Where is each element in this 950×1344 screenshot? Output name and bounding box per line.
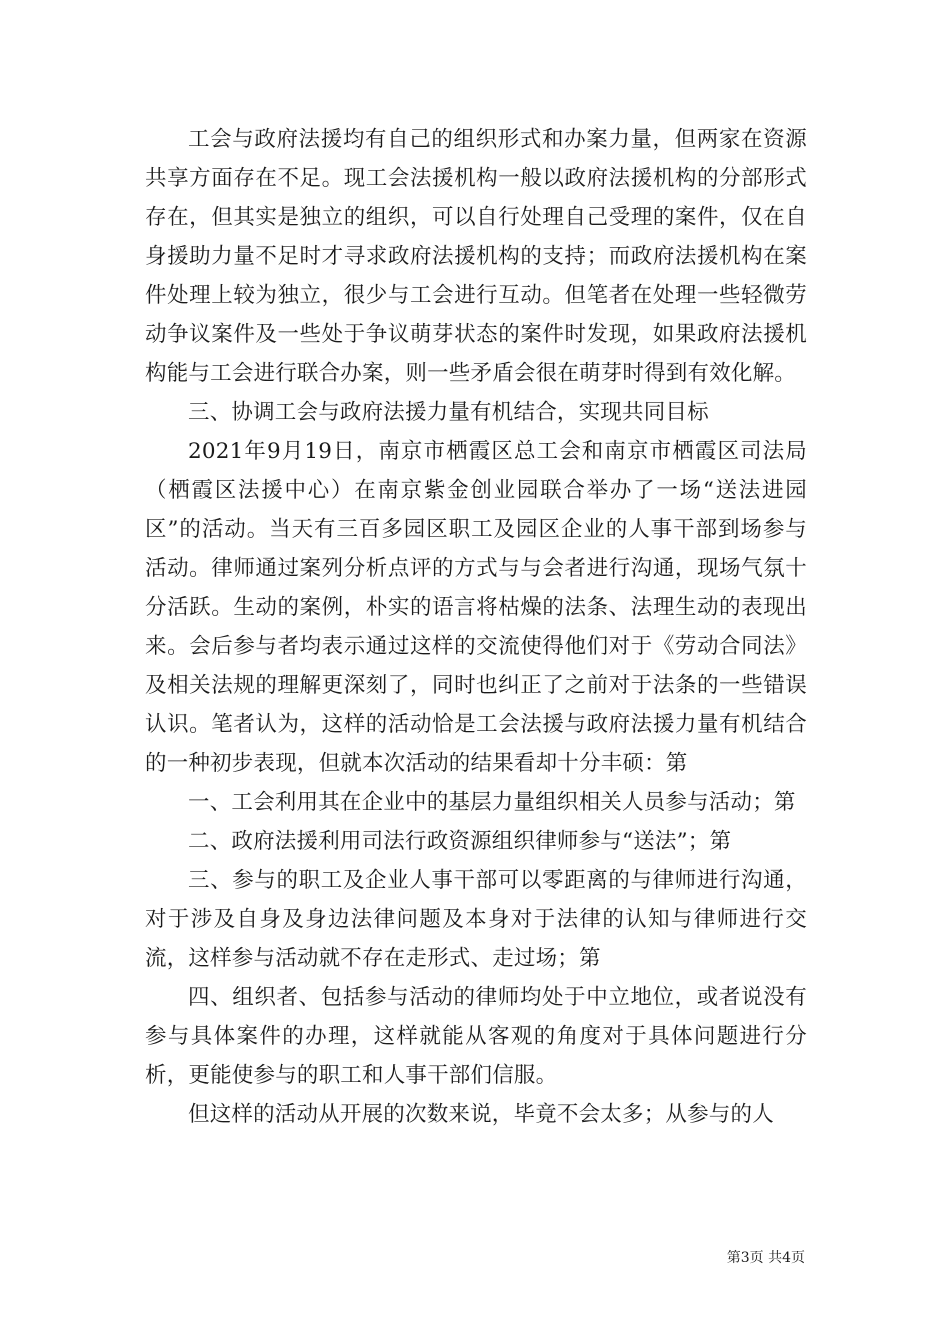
paragraph-point-four: 四、组织者、包括参与活动的律师均处于中立地位，或者说没有参与具体案件的办理，这样就能从客观的角度对于具体问题进行分析，更能使参与的职工和人事干部们信服。 <box>145 985 807 1088</box>
section-heading: 三、协调工会与政府法援力量有机结合，实现共同目标 <box>188 400 709 425</box>
paragraph-resource-sharing: 工会与政府法援均有自己的组织形式和办案力量，但两家在资源共享方面存在不足。现工会法援机构一般以政府法援机构的分部形式存在，但其实是独立的组织，可以自行处理自己受理的案件，仅在自身援助力量不足时才寻求政府法援机构的支持；而政府法援机构在案件处理上较为独立，很少与工会进行互动。但笔者在处理一些轻微劳动争议案件及一些处于争议萌芽状态的案件时发现，如果政府法援机构能与工会进行联合办案，则一些矛盾会很在萌芽时得到有效化解。 <box>145 127 807 386</box>
page-number: 第3页 共4页 <box>726 1250 805 1266</box>
paragraph-point-one: 一、工会利用其在企业中的基层力量组织相关人员参与活动；第 <box>188 790 796 815</box>
document-body <box>145 120 807 1134</box>
paragraph-event: 2021年9月19日，南京市栖霞区总工会和南京市栖霞区司法局（栖霞区法援中心）在南京紫金创业园联合举办了一场“送法进园区”的活动。当天有三百多园区职工及园区企业的人事干部到场参与活动。律师通过案列分析点评的方式与与会者进行沟通，现场气氛十分活跃。生动的案例，朴实的语言将枯燥的法条、法理生动的表现出来。会后参与者均表示通过这样的交流使得他们对于《劳动合同法》及相关法规的理解更深刻了，同时也纠正了之前对于法条的一些错误认识。笔者认为，这样的活动恰是工会法援与政府法援力量有机结合的一种初步表现，但就本次活动的结果看却十分丰硕：第 <box>145 439 807 776</box>
paragraph-closing: 但这样的活动从开展的次数来说，毕竟不会太多；从参与的人 <box>188 1102 774 1127</box>
paragraph-point-two: 二、政府法援利用司法行政资源组织律师参与“送法”；第 <box>188 829 732 854</box>
paragraph-point-three: 三、参与的职工及企业人事干部可以零距离的与律师进行沟通，对于涉及自身及身边法律问题及本身对于法律的认知与律师进行交流，这样参与活动就不存在走形式、走过场；第 <box>145 868 807 971</box>
